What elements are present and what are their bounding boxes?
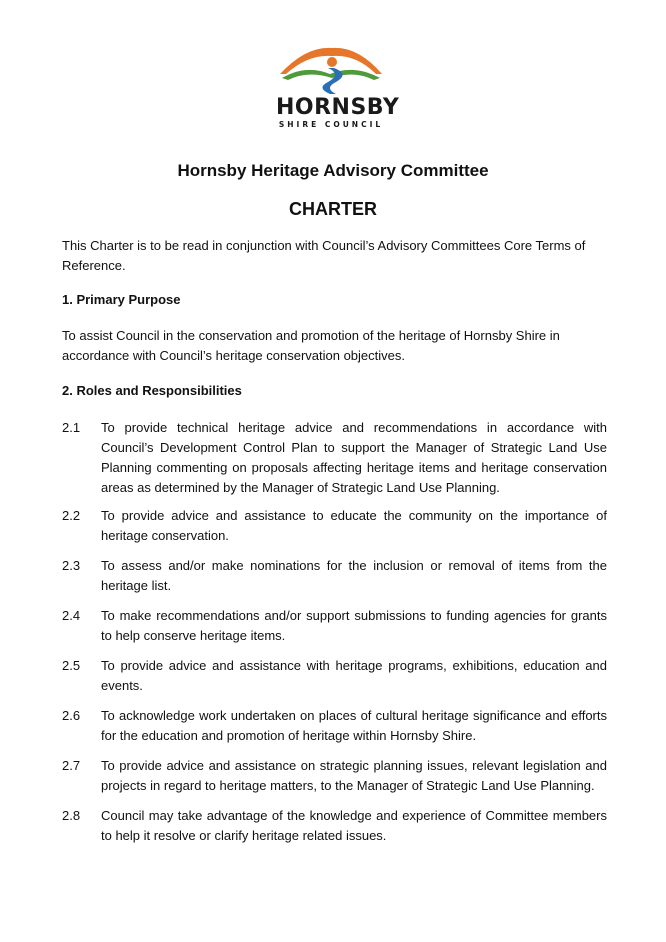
item-text: To provide technical heritage advice and recommendations in accordance with Council’s Development Control Plan to support the Manager of Strategic Land Use Planning commenting on proposals affecting heritage items and heritage conservation areas as determined by the Manager of Strategic Land Use Planning. [101, 420, 607, 495]
primary-purpose-text: To assist Council in the conservation and promotion of the heritage of Hornsby Shire in accordance with Council’s heritage conservation objectives. [62, 328, 560, 363]
list-item [62, 806, 607, 846]
item-number: 2.5 [62, 658, 81, 673]
intro-paragraph: This Charter is to be read in conjunction with Council’s Advisory Committees Core Terms of Reference. [62, 238, 586, 273]
document-subtitle: CHARTER [289, 199, 377, 219]
item-text: Council may take advantage of the knowledge and experience of Committee members to help it resolve or clarify heritage related issues. [101, 808, 607, 843]
logo-subtitle: SHIRE COUNCIL [278, 120, 384, 129]
item-text: To assess and/or make nominations for the inclusion or removal of items from the heritage list. [101, 558, 607, 593]
logo-emblem-icon [276, 44, 386, 96]
item-number: 2.4 [62, 608, 81, 623]
item-number: 2.6 [62, 708, 81, 723]
item-text: To make recommendations and/or support submissions to funding agencies for grants to help conserve heritage items. [101, 608, 607, 643]
item-text: To acknowledge work undertaken on places of cultural heritage significance and efforts for the education and promotion of heritage within Hornsby Shire. [101, 708, 607, 743]
item-number: 2.8 [62, 808, 81, 823]
item-number: 2.3 [62, 558, 81, 573]
section-heading-primary-purpose: 1. Primary Purpose [62, 292, 181, 307]
item-text: To provide advice and assistance to educate the community on the importance of heritage conservation. [101, 508, 607, 543]
list-item [62, 556, 607, 596]
section-heading-roles: 2. Roles and Responsibilities [62, 383, 242, 398]
item-number: 2.7 [62, 758, 81, 773]
list-item [62, 756, 607, 796]
item-number: 2.1 [62, 420, 81, 435]
document-title: Hornsby Heritage Advisory Committee [177, 161, 489, 180]
list-item [62, 706, 607, 746]
list-item [62, 606, 607, 646]
item-text: To provide advice and assistance with heritage programs, exhibitions, education and events. [101, 658, 607, 693]
list-item [62, 418, 607, 498]
hornsby-shire-council-logo [276, 44, 400, 136]
list-item [62, 506, 607, 546]
logo-wordmark: HORNSBY [276, 95, 400, 120]
list-item [62, 656, 607, 696]
item-number: 2.2 [62, 508, 81, 523]
item-text: To provide advice and assistance on strategic planning issues, relevant legislation and projects in regard to heritage matters, to the Manager of Strategic Land Use Planning. [101, 758, 607, 793]
